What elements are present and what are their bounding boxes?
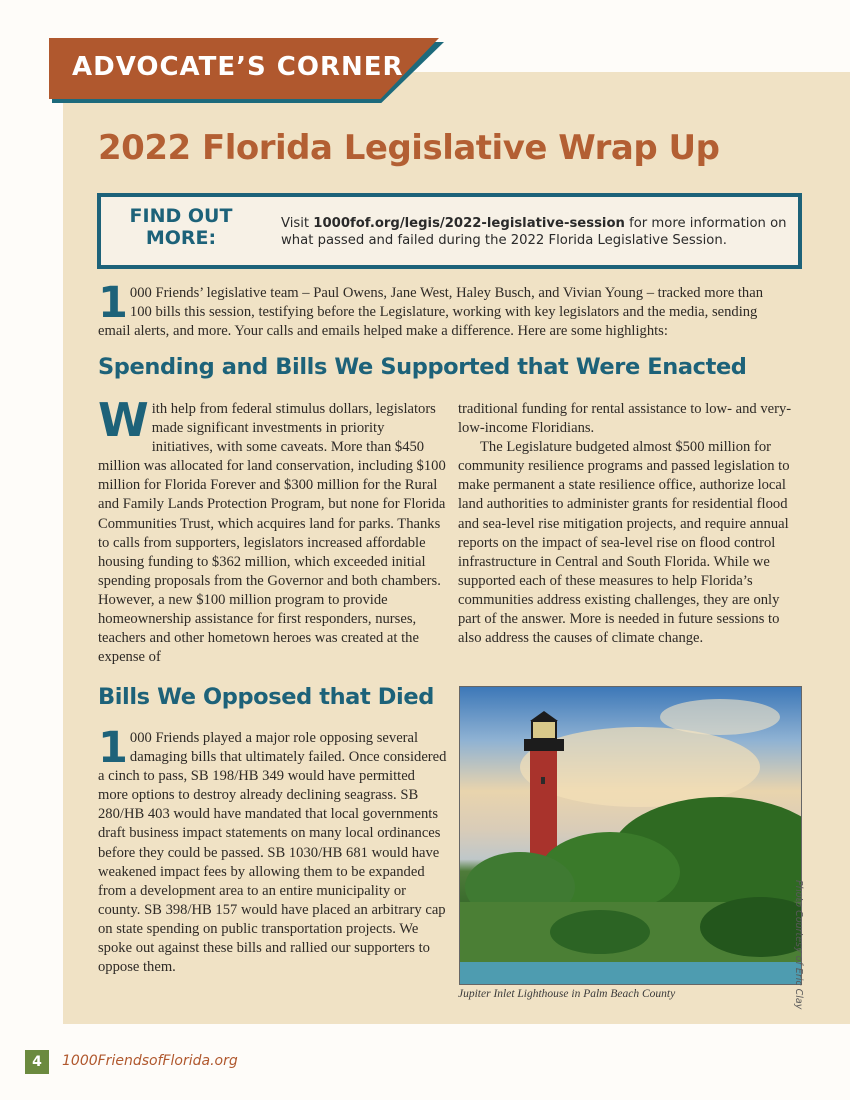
opposed-dropcap: 1 bbox=[98, 723, 128, 773]
find-out-more-box bbox=[97, 193, 802, 269]
shrub bbox=[550, 910, 650, 954]
water bbox=[460, 962, 801, 984]
intro-paragraph bbox=[98, 278, 788, 341]
section-heading-opposed: Bills We Opposed that Died bbox=[98, 684, 434, 710]
find-out-label-line2: MORE: bbox=[145, 227, 217, 249]
find-out-more-text bbox=[281, 215, 791, 249]
find-out-label-line1: FIND OUT bbox=[129, 205, 233, 227]
cloud bbox=[660, 699, 780, 735]
find-out-more-label bbox=[111, 205, 251, 249]
intro-text: 000 Friends’ legislative team – Paul Owens, Jane West, Haley Busch, and Vivian Young – tracked more than 100 bills this session, testifying before the Legislature, working with key legislators and the media, sending email alerts, and more. Your calls and emails helped make a difference. Here are some highlights: bbox=[98, 285, 763, 339]
website-link[interactable]: 1000FriendsofFlorida.org bbox=[62, 1053, 238, 1069]
opposed-column bbox=[98, 723, 448, 977]
photo-caption: Jupiter Inlet Lighthouse in Palm Beach County bbox=[458, 988, 676, 1000]
enacted-column-left bbox=[98, 393, 448, 667]
enacted-dropcap: W bbox=[98, 393, 149, 447]
article-title: 2022 Florida Legislative Wrap Up bbox=[98, 128, 720, 168]
section-heading-enacted: Spending and Bills We Supported that Were Enacted bbox=[98, 354, 747, 380]
find-out-suffix: for more information on what passed and failed during the 2022 Florida Legislative Session. bbox=[281, 216, 787, 248]
enacted-text-right-p1: traditional funding for rental assistance to low- and very-low-income Floridians. bbox=[458, 401, 792, 437]
lighthouse-roof bbox=[530, 711, 558, 721]
opposed-text: 000 Friends played a major role opposing several damaging bills that ultimately failed. Once considered a cinch to pass, SB 198/HB 349 would have permitted more options to destroy already declining seagrass. SB 280/HB 403 would have mandated that local governments draft business impact statements on many local ordinances before they could be passed. SB 1030/HB 681 would have weakened impact fees by allowing them to be expanded from a development area to an entire municipality or county. SB 398/HB 157 would have placed an arbitrary cap on state spending on public transportation projects. We spoke out against these bills and rallied our supporters to oppose them. bbox=[98, 730, 447, 976]
enacted-column-right bbox=[458, 400, 798, 648]
lighthouse-gallery bbox=[524, 739, 564, 751]
banner-label: ADVOCATE’S CORNER bbox=[72, 52, 404, 82]
photo-credit: Photo Courtesy of Eric Clay bbox=[793, 880, 804, 1010]
session-link[interactable]: 1000fof.org/legis/2022-legislative-session bbox=[313, 216, 625, 231]
lighthouse-lantern bbox=[532, 721, 556, 739]
intro-dropcap: 1 bbox=[98, 278, 128, 328]
lighthouse-photo bbox=[459, 686, 802, 985]
enacted-text-left: ith help from federal stimulus dollars, legislators made significant investments in priority initiatives, with some caveats. More than $450 million was allocated for land conservation, including $100 million for Florida Forever and $300 million for the Rural and Family Lands Protection Program, but none for Florida Communities Trust, which acquires land for parks. Thanks to calls from supporters, legislators increased affordable housing funding to $362 million, which exceeded initial spending proposals from the Governor and both chambers. However, a new $100 million program to provide homeownership assistance for first responders, nurses, teachers and other hometown heroes was created at the expense of bbox=[98, 401, 446, 666]
find-out-prefix: Visit bbox=[281, 216, 314, 231]
lighthouse-illustration bbox=[460, 687, 801, 984]
page-number: 4 bbox=[25, 1050, 49, 1074]
lighthouse-window bbox=[541, 777, 545, 784]
enacted-text-right-p2: The Legislature budgeted almost $500 million for community resilience programs and passed legislation to make permanent a state resilience office, authorize local land authorities to administer grants for residential flood and sea-level rise mitigation projects, and require annual reports on the impact of sea-level rise on flood control infrastructure in Central and South Florida. While we supported each of these measures to help Florida’s communities address existing challenges, they are only part of the answer. More is needed in future sessions to also address the causes of climate change. bbox=[458, 439, 790, 647]
